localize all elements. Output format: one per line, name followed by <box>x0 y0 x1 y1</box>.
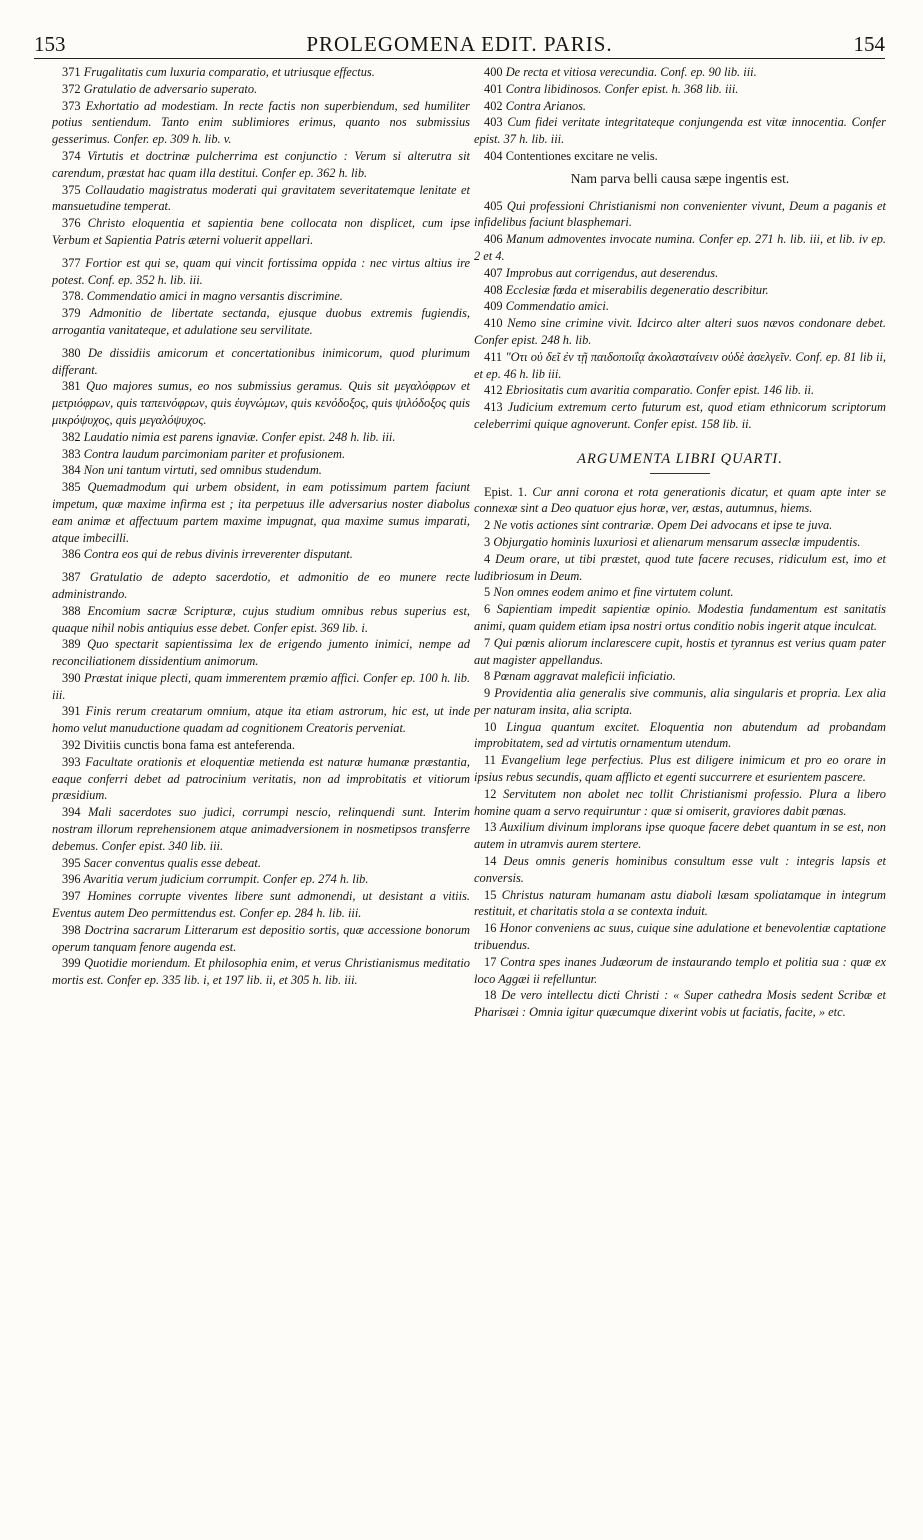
entry-number: 403 <box>484 115 503 130</box>
entry-text: Sapientiam impedit sapientiæ opinio. Modestia fundamentum est sanitatis animi, quam quidem etiam ipsa nostri ortus conditio nobis ingerit atque inculcat. <box>474 602 886 633</box>
argument-entry <box>474 382 886 399</box>
entry-number: 401 <box>484 81 503 96</box>
right-entries-bottom <box>474 198 886 433</box>
argument-entry <box>52 670 470 704</box>
argument-entry <box>52 922 470 956</box>
argument-entry <box>474 954 886 988</box>
entry-text: Contra Arianos. <box>505 98 587 113</box>
entry-text: Contra spes inanes Judæorum de instaurando templo et politia sua : quæ ex loco Aggæi ii refelluntur. <box>474 954 886 986</box>
entry-number: 404 <box>484 148 503 163</box>
entry-text: Admonitio de libertate sectanda, ejusque duobus extremis fugiendis, arrogantia vanitateque, et adulatione seu servilitate. <box>52 306 470 337</box>
argument-entry <box>52 288 470 305</box>
entry-number: 4 <box>484 551 491 566</box>
entry-text: Cur anni corona et rota generationis dicatur, et quam apte inter se connexæ sint a Deo quatuor ejus horæ, ver, æstas, autumnus, hiems. <box>474 484 886 516</box>
entry-text: Deum orare, ut tibi præstet, quod tute facere recuses, ridiculum est, imo et ludibriosum in Deum. <box>474 551 886 583</box>
argument-entry <box>52 855 470 872</box>
heading-rule <box>650 473 710 474</box>
argument-entry <box>474 349 886 383</box>
entry-text: Providentia alia generalis sive communis, alia singularis et propria. Lex alia per naturam insita, alia scripta. <box>474 686 886 717</box>
entry-number: 374 <box>62 148 81 163</box>
entry-number: 398 <box>62 922 81 937</box>
entry-text: Frugalitatis cum luxuria comparatio, et utriusque effectus. <box>83 65 375 79</box>
entry-number: Epist. 1. <box>484 484 528 499</box>
argument-entry <box>52 754 470 804</box>
argument-entry <box>52 955 470 989</box>
entry-number: 400 <box>484 65 503 79</box>
entry-number: 388 <box>62 603 81 618</box>
argument-entry <box>474 148 886 165</box>
entry-number: 12 <box>484 786 497 801</box>
entry-number: 2 <box>484 518 491 533</box>
argument-entry <box>474 198 886 232</box>
entry-text: Fortior est qui se, quam qui vincit fortissima oppida : nec virtus altius ire potest. Conf. ep. 352 h. lib. iii. <box>52 255 470 287</box>
argument-entry <box>52 429 470 446</box>
argument-entry <box>474 752 886 786</box>
argument-entry <box>474 635 886 669</box>
argument-entry <box>52 255 470 289</box>
argument-entry <box>474 786 886 820</box>
entry-number: 407 <box>484 265 503 280</box>
entry-number: 409 <box>484 299 503 314</box>
entry-text: Contra laudum parcimoniam pariter et profusionem. <box>83 446 346 461</box>
entry-text: Collaudatio magistratus moderati qui gravitatem severitatemque lenitate et mansuetudine temperat. <box>52 182 470 214</box>
entry-number: 14 <box>484 854 497 869</box>
section-heading <box>474 451 886 474</box>
entry-number: 10 <box>484 719 497 734</box>
entry-number: 394 <box>62 805 81 820</box>
entry-text: Manum admoventes invocate numina. Confer ep. 271 h. lib. iii, et lib. iv ep. 2 et 4. <box>474 232 887 263</box>
argument-entry <box>474 668 886 685</box>
entry-text: Nemo sine crimine vivit. Idcirco alter alteri suos nævos condonare debet. Confer epist. 248 h. lib. <box>474 316 886 347</box>
entry-text: Quemadmodum qui urbem obsident, in eam potissimum partem faciunt impetum, quæ maxime infirma est ; ita perpetuus ille adversarius noster diabolus eam animæ et affectuum partem maxime impugnat, qua maxime sumus imparati, atque imbecilli. <box>52 480 470 545</box>
entry-number: 381 <box>62 379 81 394</box>
argument-entry <box>52 703 470 737</box>
argument-entry <box>474 887 886 921</box>
entry-number: 410 <box>484 316 503 331</box>
argument-entry <box>52 569 470 603</box>
entry-number: 397 <box>62 889 81 904</box>
entry-number: 9 <box>484 686 491 701</box>
entry-text: Virtutis et doctrinæ pulcherrima est conjunctio : Verum si alterutra sit carendum, præstat hac quam illa destitui. Confer ep. 362 h. lib. <box>52 148 470 180</box>
right-entries-top <box>474 64 886 165</box>
entry-text: Cum fidei veritate integritateque conjungenda est vitæ innocentia. Confer epist. 37 h. lib. iii. <box>474 115 886 147</box>
entry-text: Laudatio nimia est parens ignaviæ. Confer epist. 248 h. lib. iii. <box>83 429 396 444</box>
entry-number: 385 <box>62 480 81 495</box>
entry-number: 13 <box>484 820 497 835</box>
argument-entry <box>52 345 470 379</box>
argument-entry <box>474 282 886 299</box>
entry-number: 16 <box>484 921 497 936</box>
argument-entry <box>52 98 470 148</box>
argument-entry <box>52 182 470 216</box>
page-header <box>34 32 885 59</box>
entry-number: 384 <box>62 463 81 478</box>
entry-text: De dissidiis amicorum et concertationibus inimicorum, quod plurimum differant. <box>52 345 470 377</box>
argument-entry <box>52 81 470 98</box>
argument-entry <box>474 534 886 551</box>
entry-number: 386 <box>62 547 81 562</box>
entry-number: 390 <box>62 670 81 685</box>
argument-entry <box>474 601 886 635</box>
entry-number: 389 <box>62 637 81 652</box>
argument-entry <box>474 231 886 265</box>
argument-entry <box>474 484 886 518</box>
argument-entry <box>52 636 470 670</box>
entry-number: 379 <box>62 306 81 321</box>
entry-text: Honor conveniens ac suus, cuique sine adulatione et benevolentiæ captatione tribuendus. <box>474 921 886 953</box>
argument-entry <box>52 479 470 546</box>
entry-number: 393 <box>62 754 81 769</box>
entry-text: Objurgatio hominis luxuriosi et alienarum mensarum asseclæ impudentis. <box>493 534 861 549</box>
entry-number: 383 <box>62 446 81 461</box>
right-column <box>474 64 886 1021</box>
entry-text: Christo eloquentia et sapientia bene collocata non displicet, cum ipse Verbum et Sapientia Patris æterni voluerit appellari. <box>52 216 470 247</box>
entry-text: Deus omnis generis hominibus consultum esse vult : integris lapsis et conversis. <box>474 854 886 885</box>
argument-entry <box>52 215 470 249</box>
entry-text: Divitiis cunctis bona fama est anteferenda. <box>83 738 295 753</box>
entry-text: Ecclesiæ fœda et miserabilis degeneratio describitur. <box>505 282 769 297</box>
entry-number: 382 <box>62 429 81 444</box>
entry-text: Ne votis actiones sint contrariæ. Opem Dei advocans et ipse te juva. <box>493 518 833 533</box>
entry-text: Servitutem non abolet nec tollit Christianismi professio. Plura a libero homine quam a servo requiruntur : quæ si omiserit, graviores dabit pœnas. <box>474 786 886 818</box>
entry-text: De vero intellectu dicti Christi : « Super cathedra Mosis sedent Scribæ et Pharisæi : Omnia igitur quæcumque dixerint vobis ut faciatis, facite, » etc. <box>474 988 886 1020</box>
entry-text: Commendatio amici. <box>505 299 609 314</box>
argument-entry <box>474 64 886 81</box>
entry-text: Evangelium lege perfectius. Plus est diligere inimicum et pro eo orare in ipsius rebus secundis, quam afflicto et egenti succurrere et esurientem pascere. <box>474 753 886 785</box>
entry-number: 6 <box>484 602 491 617</box>
entry-number: 5 <box>484 585 491 600</box>
argument-entry <box>52 305 470 339</box>
entry-text: "Οτι οὐ δεῖ ἐν τῇ παιδοποιΐᾳ ἀκολασταίνειν οὐδὲ ἀσελγεῖν. Conf. ep. 81 lib ii, et ep. 46 h. lib iii. <box>474 349 886 381</box>
entry-text: Christus naturam humanam astu diaboli læsam spoliatamque in integrum restituit, et charitatis stola a se contexta induit. <box>474 887 886 919</box>
entry-number: 395 <box>62 855 81 870</box>
entry-text: Gratulatio de adepto sacerdotio, et admonitio de eo munere recte administrando. <box>52 570 470 601</box>
entry-number: 8 <box>484 669 491 684</box>
argument-entry <box>52 462 470 479</box>
entry-text: Contentiones excitare ne velis. <box>505 148 658 163</box>
running-title: PROLEGOMENA EDIT. PARIS. <box>306 32 613 56</box>
entry-number: 411 <box>484 349 503 364</box>
entry-text: Non omnes eodem animo et fine virtutem colunt. <box>493 585 734 600</box>
entry-text: Non uni tantum virtuti, sed omnibus studendum. <box>83 463 322 478</box>
entry-text: Improbus aut corrigendus, aut deserendus. <box>505 265 719 280</box>
left-column <box>52 64 470 989</box>
argument-entry <box>474 81 886 98</box>
entry-number: 392 <box>62 738 81 753</box>
argument-entry <box>474 685 886 719</box>
entry-text: Qui pœnis aliorum inclarescere cupit, hostis et tyrannus est verius quam pater aut magister appellandus. <box>474 635 886 667</box>
page-number-right: 154 <box>853 32 885 56</box>
argument-entry <box>474 853 886 887</box>
entry-text: Homines corrupte viventes libere sunt admonendi, ut desistant a vitiis. Eventus autem Deo permittendus est. Confer ep. 284 h. lib. iii. <box>52 889 470 921</box>
entry-number: 406 <box>484 232 503 247</box>
entry-text: Finis rerum creatarum omnium, atque ita etiam astrorum, hic est, ut inde homo velut manuductione quadam ad cognitionem Creatoris perveniat. <box>52 704 470 736</box>
section-heading-text: ARGUMENTA LIBRI QUARTI. <box>577 450 783 467</box>
entry-number: 17 <box>484 954 497 969</box>
argument-entry <box>474 819 886 853</box>
entry-number: 373 <box>62 98 81 113</box>
entry-text: Quo majores sumus, eo nos submissius geramus. Quis sit μεγαλόφρων et μετριόφρων, quis ταπεινόφρων, quis ἐυγνώμων, quis κενόδοξος, quis ψιλόδοξος quis μικρόψυχος, quis μεγαλόψυχος. <box>52 379 470 427</box>
entry-number: 15 <box>484 887 497 902</box>
entry-number: 7 <box>484 635 491 650</box>
entry-number: 387 <box>62 570 81 585</box>
entry-text: Avaritia verum judicium corrumpit. Confer ep. 274 h. lib. <box>83 872 369 887</box>
argument-entry <box>52 737 470 754</box>
entry-text: Lingua quantum excitet. Eloquentia non abutendum ad probandam improbitatem, sed ad virtutis ornamentum utendum. <box>474 719 886 751</box>
argument-entry <box>474 98 886 115</box>
entry-text: Auxilium divinum implorans ipse quoque facere debet quantum in se est, non autem in utramvis aurem stertere. <box>474 820 886 852</box>
entry-number: 3 <box>484 534 491 549</box>
proverb-line: Nam parva belli causa sæpe ingentis est. <box>570 170 790 186</box>
argument-entry <box>474 399 886 433</box>
entry-text: Doctrina sacrarum Litterarum est depositio sortis, quæ accessione bonorum operum tanquam fenore augenda est. <box>52 922 470 954</box>
entry-text: Mali sacerdotes suo judici, corrumpi nescio, relinquendi sunt. Interim nostram illorum reprehensionem atque animadversionem in nosmetipsos transferre debemus. Confer epist. 340 lib. iii. <box>52 805 470 853</box>
entry-number: 372 <box>62 81 81 96</box>
entry-text: Encomium sacræ Scripturæ, cujus studium omnibus rebus superius est, quaque nihil nobis antiquius esse debet. Confer epist. 369 lib. i. <box>52 603 470 635</box>
argument-entry <box>474 719 886 753</box>
entry-text: Qui professioni Christianismi non convenienter vivunt, Deum a paganis et infidelibus faciunt blasphemari. <box>474 198 886 230</box>
entry-text: Præstat inique plecti, quam immerentem præmio affici. Confer ep. 100 h. lib. iii. <box>52 670 470 702</box>
entry-number: 408 <box>484 282 503 297</box>
entry-text: Commendatio amici in magno versantis discrimine. <box>86 289 343 304</box>
entry-number: 399 <box>62 956 81 971</box>
argument-entry <box>52 603 470 637</box>
entry-number: 375 <box>62 182 81 197</box>
argument-entry <box>52 888 470 922</box>
argument-entry <box>474 265 886 282</box>
entry-number: 402 <box>484 98 503 113</box>
entry-text: Quo spectarit sapientissima lex de erigendo jumento inimici, nempe ad reconciliationem dissidentium animorum. <box>52 637 470 669</box>
argument-entry <box>52 378 470 428</box>
argument-entry <box>474 517 886 534</box>
entry-text: Contra eos qui de rebus divinis irreverenter disputant. <box>83 547 353 562</box>
argument-entry <box>52 871 470 888</box>
argument-entry <box>52 64 470 81</box>
argument-entry <box>52 546 470 563</box>
entry-text: Judicium extremum certo futurum est, quod etiam ethnicorum scriptorum celeberrimi quique agnoverunt. Confer epist. 158 lib. ii. <box>474 400 886 431</box>
entry-number: 378. <box>62 289 84 304</box>
entry-number: 405 <box>484 198 503 213</box>
page-number-left: 153 <box>34 32 66 56</box>
argument-entry <box>52 804 470 854</box>
entry-number: 380 <box>62 345 81 360</box>
argument-entry <box>474 584 886 601</box>
entry-text: Contra libidinosos. Confer epist. h. 368 lib. iii. <box>505 81 739 96</box>
entry-text: Pœnam aggravat maleficii inficiatio. <box>493 669 676 684</box>
book-four-entries <box>474 484 886 1022</box>
entry-text: Exhortatio ad modestiam. In recte factis non superbiendum, sed humiliter potius sentiendum. Tanto enim sublimiores erimus, quanto nos submissius gesserimus. Confer. ep. 309 h. lib. v. <box>52 98 470 147</box>
entry-text: Gratulatio de adversario superato. <box>83 81 258 96</box>
entry-text: Sacer conventus qualis esse debeat. <box>83 855 261 870</box>
argument-entry <box>474 315 886 349</box>
argument-entry <box>474 114 886 148</box>
entry-number: 413 <box>484 400 503 415</box>
entry-number: 391 <box>62 704 81 719</box>
entry-number: 371 <box>62 65 81 79</box>
argument-entry <box>52 148 470 182</box>
entry-text: Quotidie moriendum. Et philosophia enim, et verus Christianismus meditatio mortis est. Confer ep. 335 lib. i, et 197 lib. ii, et 305 h. lib. iii. <box>52 956 470 988</box>
entry-text: Facultate orationis et eloquentiæ metienda est naturæ humanæ præstantia, eaque conferri debet ad patrocinium veritatis, non ad improbitatis et vitiorum præsidium. <box>52 754 470 803</box>
entry-number: 412 <box>484 383 503 398</box>
argument-entry <box>474 987 886 1021</box>
entry-number: 377 <box>62 255 81 270</box>
argument-entry <box>52 446 470 463</box>
entry-number: 376 <box>62 216 81 231</box>
entry-number: 11 <box>484 753 496 768</box>
entry-text: De recta et vitiosa verecundia. Conf. ep. 90 lib. iii. <box>505 65 757 79</box>
entry-number: 18 <box>484 988 497 1003</box>
entry-text: Ebriositatis cum avaritia comparatio. Confer epist. 146 lib. ii. <box>505 383 815 398</box>
entry-number: 396 <box>62 872 81 887</box>
argument-entry <box>474 920 886 954</box>
argument-entry <box>474 551 886 585</box>
argument-entry <box>474 298 886 315</box>
